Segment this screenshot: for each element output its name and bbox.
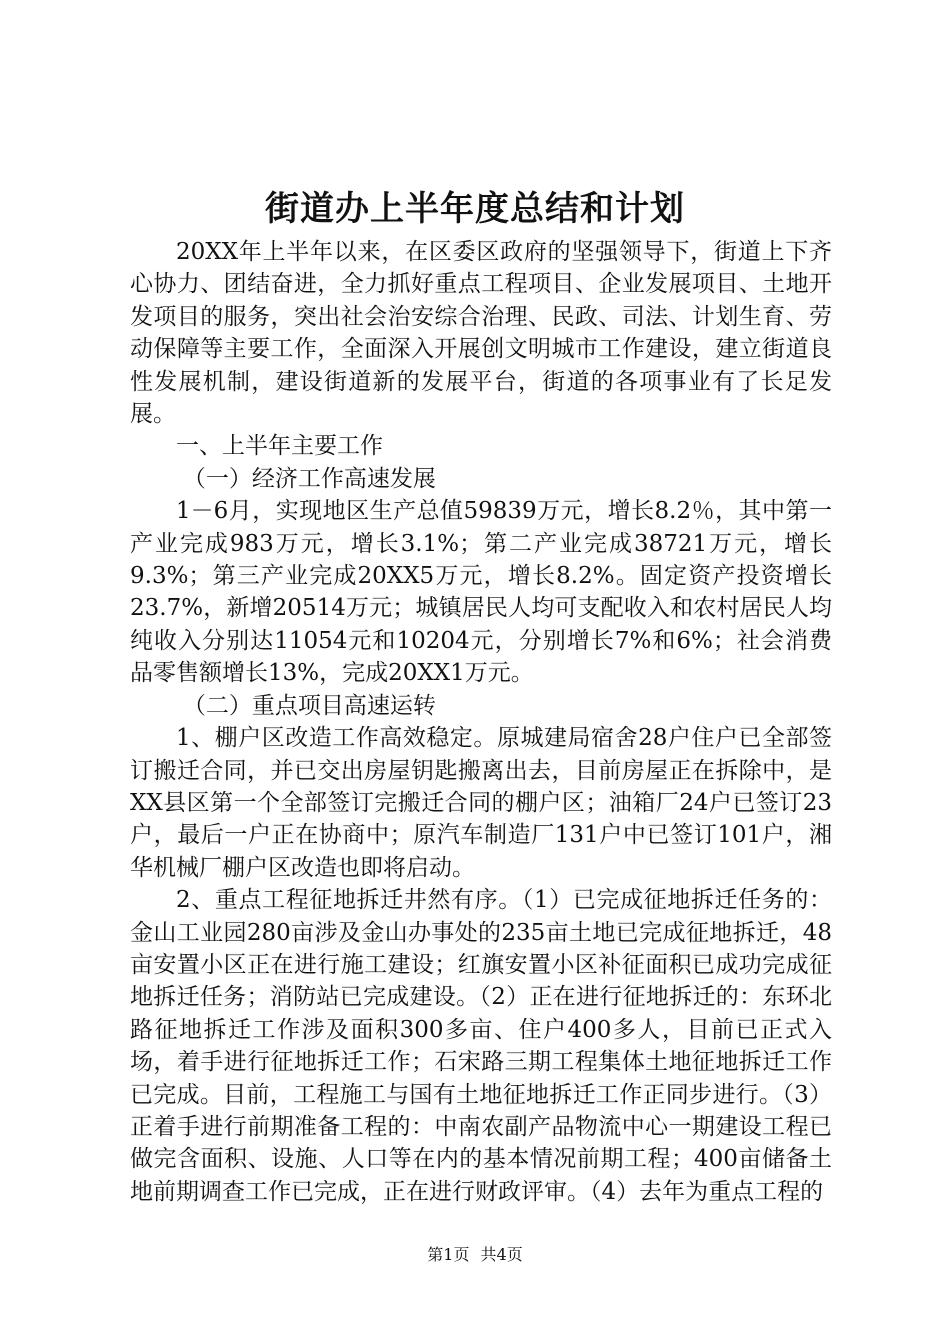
land-acquisition-paragraph: 2、重点工程征地拆迁井然有序。（1）已完成征地拆迁任务的：金山工业园280亩涉及金山办事处的235亩土地已完成征地拆迁，48亩安置小区正在进行施工建设；红旗安置小区补征面积已成功完成征地拆迁任务；消防站已完成建设。（2）正在进行征地拆迁的：东环北路征地拆迁工作涉及面积300多亩、住户400多人，目前已正式入场，着手进行征地拆迁工作；石宋路三期工程集体土地征地拆迁工作已完成。目前，工程施工与国有土地征地拆迁工作正同步进行。（3）正着手进行前期准备工程的：中南农副产品物流中心一期建设工程已做完含面积、设施、人口等在内的基本情况前期工程；400亩储备土地前期调查工作已完成，正在进行财政评审。（4）去年为重点工程的 bbox=[130, 887, 832, 1205]
document-title: 街道办上半年度总结和计划 bbox=[265, 189, 685, 229]
section-heading-main-work: 一、上半年主要工作 bbox=[176, 433, 383, 460]
subsection-heading-economy: （一）经济工作高速发展 bbox=[182, 465, 436, 492]
subsection-heading-key-projects: （二）重点项目高速运转 bbox=[182, 692, 436, 719]
economy-paragraph: 1－6月，实现地区生产总值59839万元，增长8.2％，其中第一产业完成983万元，增长3.1%；第二产业完成38721万元，增长9.3%；第三产业完成20XX5万元，增长8.2%。固定资产投资增长23.7%，新增20514万元；城镇居民人均可支配收入和农村居民人均纯收入分别达11054元和10204元，分别增长7%和6%；社会消费品零售额增长13%，完成20XX1万元。 bbox=[130, 498, 832, 687]
page-number-total: 共4页 bbox=[480, 1245, 523, 1264]
intro-paragraph: 20XX年上半年以来，在区委区政府的坚强领导下，街道上下齐心协力、团结奋进，全力抓好重点工程项目、企业发展项目、土地开发项目的服务，突出社会治安综合治理、民政、司法、计划生育、劳动保障等主要工作，全面深入开展创文明城市工作建设，建立街道良性发展机制，建设街道新的发展平台，街道的各项事业有了长足发展。 bbox=[130, 239, 832, 428]
document-body bbox=[130, 236, 832, 1208]
page-footer bbox=[0, 1244, 950, 1266]
shantytown-paragraph: 1、棚户区改造工作高效稳定。原城建局宿舍28户住户已全部签订搬迁合同，并已交出房屋钥匙搬离出去，目前房屋正在拆除中，是XX县区第一个全部签订完搬迁合同的棚户区；油箱厂24户已签订23户，最后一户正在协商中；原汽车制造厂131户中已签订101户，湘华机械厂棚户区改造也即将启动。 bbox=[130, 725, 832, 881]
page-number-current: 第1页 bbox=[427, 1245, 470, 1264]
